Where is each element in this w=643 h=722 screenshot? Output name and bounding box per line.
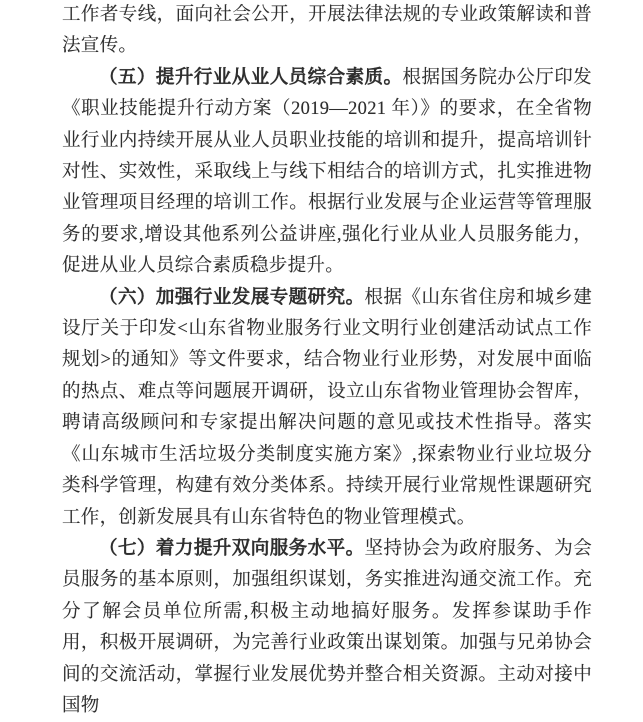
- paragraph-text: 根据《山东省住房和城乡建设厅关于印发<山东省物业服务行业文明行业创建活动试点工作规划>的通知》等文件要求，结合物业行业形势，对发展中面临的热点、难点等问题展开调研，设立山东省物业管理协会智库，聘请高级顾问和专家提出解决问题的意见或技术性指导。落实《山东城市生活垃圾分类制度实施方案》,探索物业行业垃圾分类科学管理，构建有效分类体系。持续开展行业常规性课题研究工作，创新发展具有山东省特色的物业管理模式。: [62, 287, 592, 528]
- paragraph-continuation: [62, 0, 592, 63]
- section-heading-7: （七）着力提升双向服务水平。: [99, 538, 365, 559]
- paragraph-text: 工作者专线，面向社会公开，开展法律法规的专业政策解读和普法宣传。: [62, 5, 592, 57]
- paragraph-text: 根据国务院办公厅印发《职业技能提升行动方案（2019—2021 年）》的要求，在全省物业行业内持续开展从业人员职业技能的培训和提升，提高培训针对性、实效性，采取线上与线下相结合的培训方式，扎实推进物业管理项目经理的培训工作。根据行业发展与企业运营等管理服务的要求,增设其他系列公益讲座,强化行业从业人员服务能力，促进从业人员综合素质稳步提升。: [62, 67, 592, 277]
- section-heading-5: （五）提升行业从业人员综合素质。: [99, 67, 403, 88]
- section-heading-6: （六）加强行业发展专题研究。: [99, 287, 365, 308]
- paragraph-text: 坚持协会为政府服务、为会员服务的基本原则，加强组织谋划，务实推进沟通交流工作。充分了解会员单位所需,积极主动地搞好服务。发挥参谋助手作用，积极开展调研，为完善行业政策出谋划策。加强与兄弟协会间的交流活动，掌握行业发展优势并整合相关资源。主动对接中国物: [62, 538, 592, 716]
- paragraph-section-5: [62, 63, 592, 283]
- paragraph-section-6: [62, 283, 592, 534]
- document-page: [62, 0, 592, 722]
